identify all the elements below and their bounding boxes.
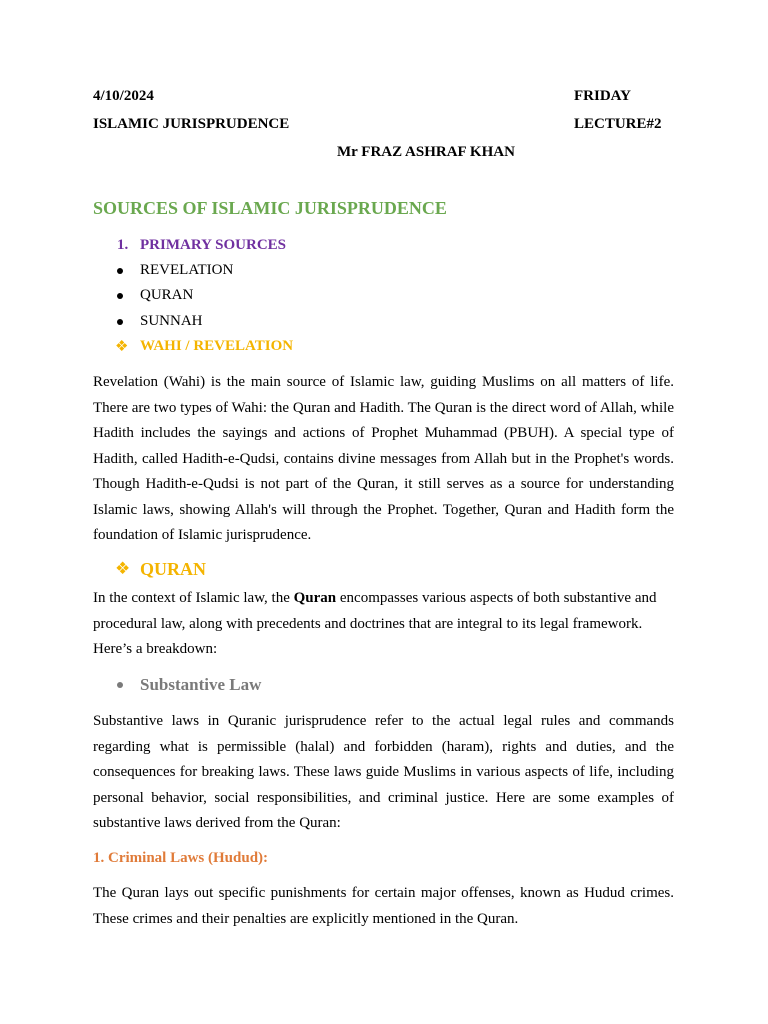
instructor-name: Mr FRAZ ASHRAF KHAN: [337, 144, 515, 160]
list-item: SUNNAH: [140, 313, 203, 329]
lecture-day: FRIDAY: [574, 88, 631, 104]
list-item: QURAN: [140, 287, 194, 303]
wahi-heading: WAHI / REVELATION: [140, 338, 294, 354]
criminal-laws-heading: 1. Criminal Laws (Hudud):: [93, 850, 269, 866]
bullet-icon: [117, 293, 123, 299]
primary-sources-heading: PRIMARY SOURCES: [140, 237, 287, 253]
bullet-icon: [117, 268, 123, 274]
substantive-paragraph: Substantive laws in Quranic jurisprudence refer to the actual legal rules and commands regarding what is permissible (halal) and forbidden (haram), rights and duties, and the consequences for breaking laws. These laws guide Muslims in various aspects of life, including personal behavior, social responsibilities, and criminal justice. Here are some examples of substantive laws derived from the Quran:: [93, 713, 674, 831]
lecture-date: 4/10/2024: [93, 88, 154, 104]
diamond-bullet-icon: ❖: [115, 339, 129, 355]
lecture-number: LECTURE#2: [574, 116, 662, 132]
bullet-icon: [117, 682, 123, 688]
quran-bold-term: Quran: [293, 590, 337, 606]
quran-para-text: encompasses various aspects of both substantive and procedural law, along with precedents and doctrines that are integral to its legal framework. Here’s a breakdown:: [93, 590, 657, 657]
list-item: REVELATION: [140, 262, 234, 278]
course-title: ISLAMIC JURISPRUDENCE: [93, 116, 290, 132]
criminal-paragraph: The Quran lays out specific punishments for certain major offenses, known as Hudud crimes. These crimes and their penalties are explicitly mentioned in the Quran.: [93, 885, 674, 927]
primary-number: 1.: [117, 237, 129, 253]
substantive-law-heading: Substantive Law: [140, 675, 262, 694]
quran-para-text: In the context of Islamic law, the: [93, 590, 294, 606]
quran-paragraph: [93, 586, 663, 663]
section-title: SOURCES OF ISLAMIC JURISPRUDENCE: [93, 198, 447, 218]
wahi-paragraph: Revelation (Wahi) is the main source of Islamic law, guiding Muslims on all matters of life. There are two types of Wahi: the Quran and Hadith. The Quran is the direct word of Allah, while Hadith includes the sayings and actions of Prophet Muhammad (PBUH). A special type of Hadith, called Hadith-e-Qudsi, contains divine messages from Allah but in the Prophet's words. Though Hadith-e-Qudsi is not part of the Quran, it still serves as a source for understanding Islamic laws, showing Allah's will through the Prophet. Together, Quran and Hadith form the foundation of Islamic jurisprudence.: [93, 374, 674, 543]
diamond-bullet-icon: ❖: [115, 559, 131, 578]
quran-heading: QURAN: [140, 559, 206, 579]
bullet-icon: [117, 319, 123, 325]
